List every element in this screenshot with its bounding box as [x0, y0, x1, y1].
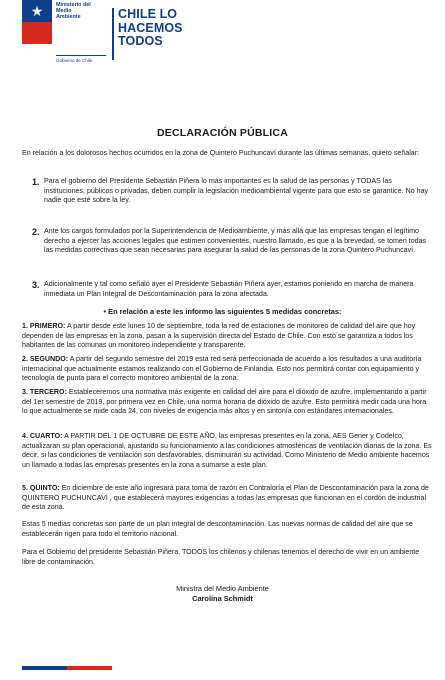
point-3	[32, 280, 430, 299]
footer-blue-segment	[22, 666, 67, 670]
point-text: Adicionalmente y tal como señaló ayer el Presidente Sebastián Piñera ayer, estamos poniendo en marcha de manera inmediata un Plan Integral de Descontaminación para la zona afectada.	[44, 280, 414, 298]
measure-4	[22, 432, 432, 470]
measure-3	[22, 388, 432, 417]
document-title: DECLARACIÓN PÚBLICA	[157, 127, 288, 139]
point-text: Para el gobierno del Presidente Sebastián Piñera lo más importantes es la salud de las personas y TODAS las instituciones, públicos o privadas, deben cumplir la legislación medioambiental vigente para que esto se garantice. No hay nadie que esté sobre la ley.	[44, 177, 429, 205]
signature-role: Ministra del Medio Ambiente	[176, 584, 269, 593]
measure-text: Estableceremos una normativa más exigente en calidad del aire para el dióxido de azufre, implementando a partir del 1er semestre de 2019, por primera vez en Chile, una norma horaria de dióxido de azufre. Esto permitirá medir cada una hora lo que actualmente se mide cada 24, con niveles de exigencia más altos y en sintonía con estándares internacionales.	[22, 388, 427, 416]
point-number: 2.	[32, 227, 40, 237]
measure-text: A partir del segundo semestre del 2019 esta red será perfeccionada de acuerdo a los resultados a una auditoría internacional que actualmente estamos realizando con el Gobierno de Finlandia. Esto nos permitirá contar con equipamiento y tecnología de punta para el correcto monitoreo ambiental de la zona.	[22, 355, 422, 383]
ministry-name	[56, 2, 112, 21]
point-2	[32, 227, 430, 256]
measure-1	[22, 322, 432, 351]
measure-text: A partir desde este lunes 10 de septiembre, toda la red de estaciones de monitoreo de calidad del aire que hoy dependen de las empresas en la zona, pasan a la supervisión directa del Estado de Chile. Con esto se garantiza a todos los habitantes de las comunas un monitoreo independiente y transparente.	[22, 322, 416, 350]
measure-label: 3. TERCERO:	[22, 388, 67, 396]
logo-divider	[56, 55, 106, 56]
gobierno-de-chile-label: Gobierno de Chile	[56, 58, 93, 63]
measure-label: 2. SEGUNDO:	[22, 355, 69, 363]
measure-5	[22, 484, 432, 513]
measure-label: 1. PRIMERO:	[22, 322, 66, 330]
signature-block	[0, 584, 445, 604]
star-icon: ★	[30, 3, 44, 19]
footer-flag-bar	[22, 666, 112, 670]
signature-name: Carolina Schmidt	[192, 594, 253, 603]
closing-paragraph-2: Para el Gobierno del presidente Sebastián Piñera, TODOS los chilenos y chilenas tenemos el derecho de vivir en un ambiente libre de contaminación.	[22, 548, 420, 566]
campaign-line-3: TODOS	[118, 34, 163, 49]
ministry-logo	[22, 0, 108, 76]
point-number: 1.	[32, 177, 40, 187]
point-text: Ante los cargos formulados por la Superintendencia de Medioambiente, y más allá que las empresas tengan el legítimo derecho a ejercer las acciones legales que estimen convenientes, nuestro llamado, es que a la brevedad, se tomen todas las medidas correctivas que sean necesarias para asegurar la salud de las personas de la zona Quintero Puchuncaví.	[44, 227, 427, 255]
point-number: 3.	[32, 280, 40, 290]
campaign-line-2: HACEMOS	[118, 20, 183, 35]
campaign-line-1: CHILE LO	[118, 7, 178, 21]
measure-text: A PARTIR DEL 1 DE OCTUBRE DE ESTE AÑO, las empresas presentes en la zona, AES Gener y Codelco, actualizaran su plan operacional, ajustando su funcionamiento a las condiciones atmosféricas de ventilación diarias de la zona. Es decir, si las condiciones de ventilación son desfavorables, disminuirán su actividad. Como Ministerio de Medio ambiente hacemos un llamado a todas las empresas presentes en la zona a sumarse a este plan.	[22, 432, 432, 469]
measure-2	[22, 355, 432, 384]
point-1	[32, 177, 430, 206]
flag-red-block	[22, 22, 52, 44]
ministry-line-2: Medio	[56, 8, 72, 15]
ministry-line-3: Ambiente	[56, 14, 81, 21]
measures-heading: • En relación a este les informo las siguientes 5 medidas concretas:	[103, 307, 342, 316]
measure-label: 5. QUINTO:	[22, 484, 60, 492]
measure-label: 4. CUARTO:	[22, 432, 63, 440]
closing-paragraph-1: Estas 5 medias concretas son parte de un plan integral de descontaminación. Las nuevas normas de calidad del aire que se establecerán rigen para todo el territorio nacional.	[22, 520, 413, 538]
ministry-line-1: Ministerio del	[56, 2, 91, 8]
footer-red-segment	[67, 666, 112, 670]
campaign-logo-bar	[112, 8, 114, 60]
measure-text: En diciembre de este año ingresará para toma de razón en Contraloría el Plan de Descontaminación para la zona de QUINTERO PUCHUNCAVI , que establecerá mayores exigencias a todas las empresas que funcionan en el cordón de industrial de esta zona.	[22, 484, 429, 512]
campaign-logo-text	[118, 8, 183, 49]
intro-paragraph: En relación a los dolorosos hechos ocurridos en la zona de Quintero Puchuncaví durante las últimas semanas, quiero señalar:	[22, 149, 420, 157]
